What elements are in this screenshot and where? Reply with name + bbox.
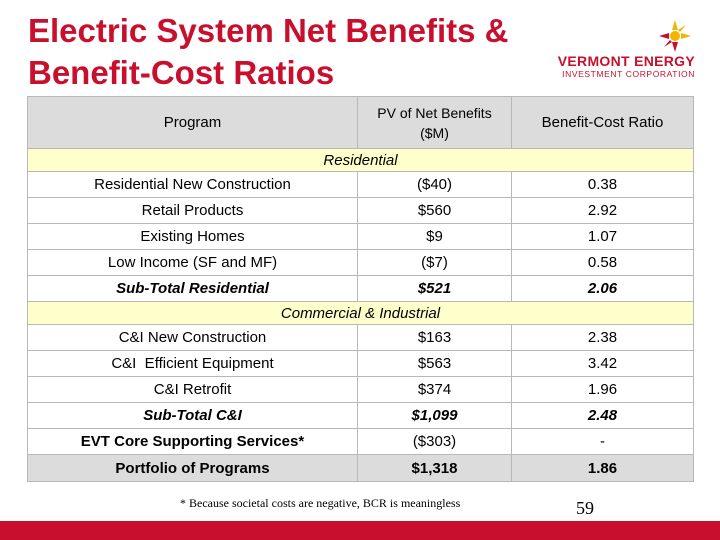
bcr-cell: 2.48 (512, 403, 694, 429)
header-benefit-cost-ratio: Benefit-Cost Ratio (512, 97, 694, 149)
subtotal-row-residential (28, 276, 694, 302)
pv-cell: $163 (358, 325, 512, 351)
bcr-cell: 1.86 (512, 455, 694, 482)
bcr-cell: 1.07 (512, 224, 694, 250)
table-row (28, 172, 694, 198)
portfolio-total-row (28, 455, 694, 482)
program-cell: Retail Products (28, 198, 358, 224)
bcr-cell: 0.58 (512, 250, 694, 276)
slide-title: Electric System Net Benefits & Benefit-Cost Ratios (28, 12, 509, 91)
logo-name: VERMONT ENERGY (557, 53, 695, 69)
program-cell: EVT Core Supporting Services* (28, 429, 358, 455)
header-program: Program (28, 97, 358, 149)
page-number: 59 (576, 498, 594, 518)
benefit-cost-table (27, 96, 694, 482)
pv-cell: $1,099 (358, 403, 512, 429)
footnote: * Because societal costs are negative, BCR is meaningless (180, 496, 461, 510)
pv-cell: $9 (358, 224, 512, 250)
sun-burst-icon (657, 18, 693, 54)
bcr-cell: - (512, 429, 694, 455)
pv-cell: $563 (358, 351, 512, 377)
pv-cell: $521 (358, 276, 512, 302)
table-row (28, 325, 694, 351)
bcr-cell: 2.92 (512, 198, 694, 224)
pv-cell: ($40) (358, 172, 512, 198)
table-header-row (28, 97, 694, 149)
program-cell: Residential New Construction (28, 172, 358, 198)
pv-cell: ($303) (358, 429, 512, 455)
bcr-cell: 0.38 (512, 172, 694, 198)
pv-cell: $1,318 (358, 455, 512, 482)
bcr-cell: 2.06 (512, 276, 694, 302)
subtotal-row-ci (28, 403, 694, 429)
bcr-cell: 1.96 (512, 377, 694, 403)
section-residential (28, 149, 694, 172)
bcr-cell: 2.38 (512, 325, 694, 351)
section-label: Commercial & Industrial (28, 302, 694, 325)
pv-cell: $560 (358, 198, 512, 224)
table-row (28, 198, 694, 224)
program-cell: C&I Retrofit (28, 377, 358, 403)
bcr-cell: 3.42 (512, 351, 694, 377)
vermont-energy-logo (545, 18, 695, 80)
program-cell: Sub-Total C&I (28, 403, 358, 429)
logo-subtitle: INVESTMENT CORPORATION (562, 69, 695, 79)
program-cell: Existing Homes (28, 224, 358, 250)
table-row (28, 224, 694, 250)
program-cell: C&I Efficient Equipment (28, 351, 358, 377)
section-label: Residential (28, 149, 694, 172)
table-row (28, 250, 694, 276)
pv-cell: ($7) (358, 250, 512, 276)
header-pv-net-benefits: PV of Net Benefits ($M) (358, 97, 512, 149)
footer-bar (0, 521, 720, 540)
table-row (28, 351, 694, 377)
pv-cell: $374 (358, 377, 512, 403)
program-cell: C&I New Construction (28, 325, 358, 351)
table-row (28, 377, 694, 403)
program-cell: Portfolio of Programs (28, 455, 358, 482)
program-cell: Low Income (SF and MF) (28, 250, 358, 276)
program-cell: Sub-Total Residential (28, 276, 358, 302)
core-services-row (28, 429, 694, 455)
section-commercial-industrial (28, 302, 694, 325)
